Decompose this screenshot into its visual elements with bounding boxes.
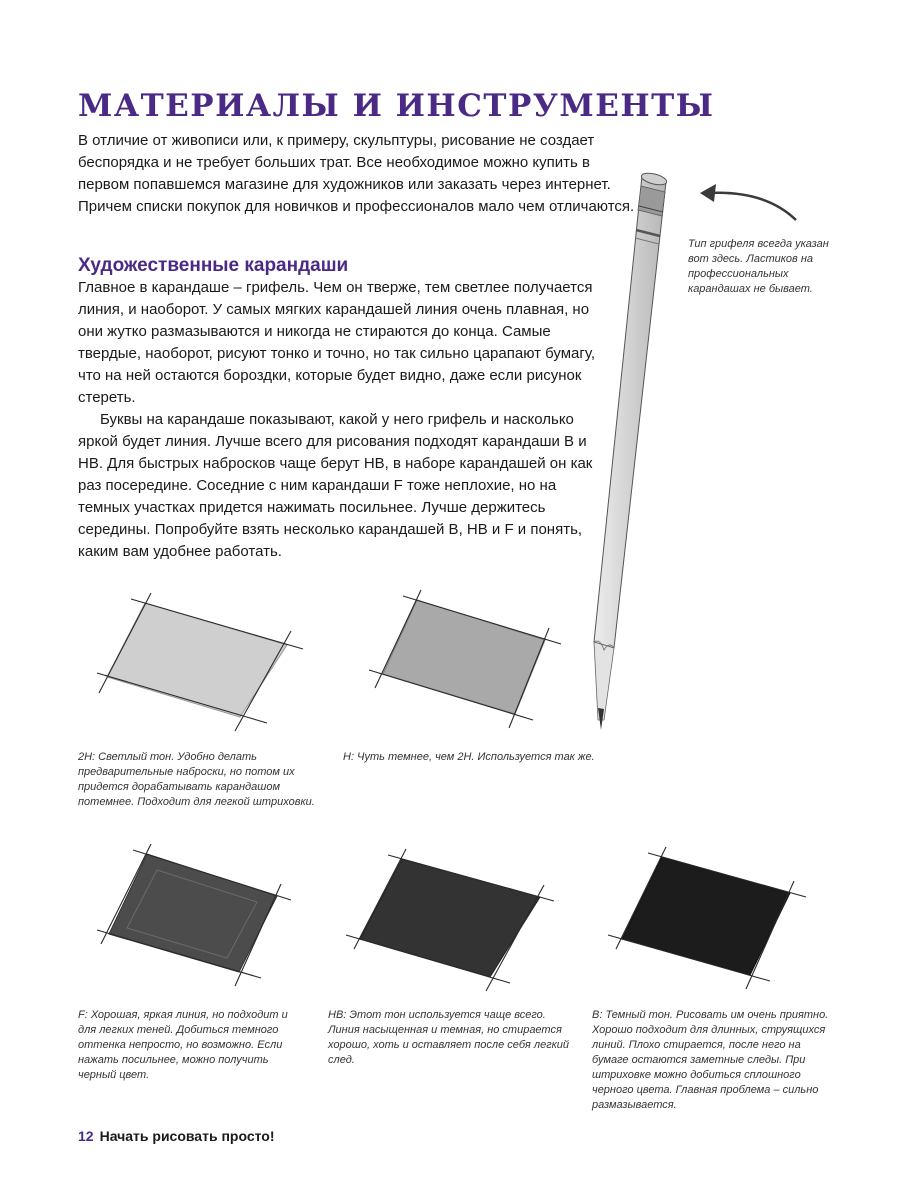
caption-h: H: Чуть темнее, чем 2H. Используется так же. <box>343 751 595 763</box>
page-footer <box>78 1128 275 1144</box>
swatch-2h <box>95 585 315 735</box>
swatch-b <box>600 843 820 993</box>
caption-2h: 2H: Светлый тон. Удобно делать предварительные наброски, но потом их придется дорабатывать карандашом потемнее. Подходит для легкой штриховки. <box>78 751 315 808</box>
swatch-f <box>95 840 295 990</box>
body-paragraph-1: Главное в карандаше – грифель. Чем он тверже, тем светлее получается линия, и наоборот. У самых мягких карандашей линия очень плавная, но они жутко размазываются и никогда не стираются до конца. Самые твердые, наоборот, рисуют тонко и точно, но так сильно царапают бумагу, что на ней остаются бороздки, которые будет видно, даже если рисунок стереть. <box>78 279 596 406</box>
caption-f: F: Хорошая, яркая линия, но подходит и для легких теней. Добиться темного оттенка непросто, но возможно. Если нажать посильнее, можно получить черный цвет. <box>78 1009 288 1081</box>
pencil-caption: Тип грифеля всегда указан вот здесь. Ластиков на профессиональных карандашах не бывает. <box>688 238 829 295</box>
caption-b: B: Темный тон. Рисовать им очень приятно. Хорошо подходит для длинных, струящихся линий. Плохо стирается, после него на бумаге остаются заметные следы. При штриховке можно добиться сплошного черного цвета. Главная проблема – сильно размазывается. <box>592 1009 829 1111</box>
book-title: Начать рисовать просто! <box>99 1128 275 1144</box>
caption-hb: HB: Этот тон используется чаще всего. Линия насыщенная и темная, но стирается хорошо, хоть и оставляет после себя легкий след. <box>328 1009 570 1066</box>
intro-paragraph: В отличие от живописи или, к примеру, скульптуры, рисование не создает беспорядка и не требует больших трат. Все необходимое можно купить в первом попавшемся магазине для художников или заказать через интернет. Причем списки покупок для новичков и профессионалов мало чем отличаются. <box>78 132 635 215</box>
body-paragraph-2: Буквы на карандаше показывают, какой у него грифель и насколько яркой будет линия. Лучше всего для рисования подходят карандаши B и HB. Для быстрых набросков чаще берут HB, в наборе карандашей он как раз посередине. Соседние с ним карандаши F тоже неплохие, но на темных участках придется нажимать посильнее. Лучше держитесь середины. Попробуйте взять несколько карандашей B, HB и F и понять, каким вам удобнее работать. <box>78 411 593 560</box>
section-body <box>78 277 606 563</box>
page-title: МАТЕРИАЛЫ И ИНСТРУМЕНТЫ <box>78 88 715 124</box>
swatch-hb <box>340 845 560 995</box>
page-number: 12 <box>78 1128 94 1144</box>
section-title: Художественные карандаши <box>78 255 349 276</box>
swatch-h <box>365 582 565 732</box>
